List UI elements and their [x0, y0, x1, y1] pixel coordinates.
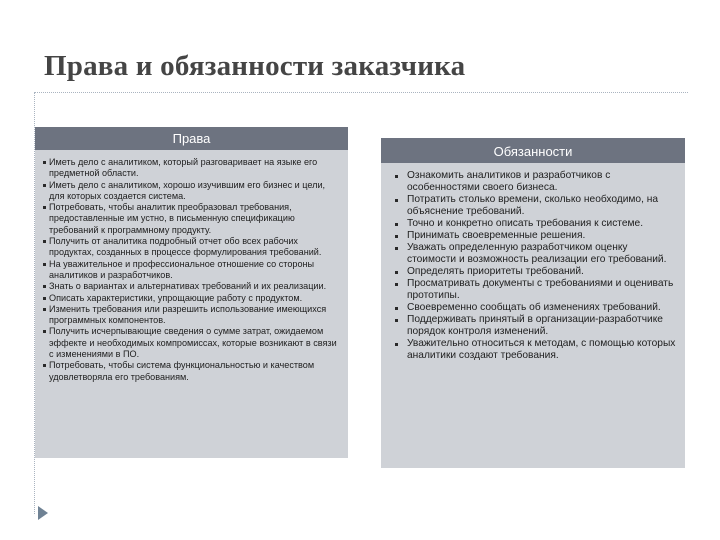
rights-item: На уважительное и профессиональное отношение со стороны аналитиков и разработчиков. — [43, 259, 342, 282]
duties-item: Уважительно относиться к методам, с помощью которых аналитики создают требования. — [393, 338, 679, 361]
slide-title: Права и обязанности заказчика — [44, 50, 466, 82]
duties-item: Определять приоритеты требований. — [393, 266, 679, 278]
duties-item: Потратить столько времени, сколько необходимо, на объяснение требований. — [393, 194, 679, 217]
duties-item: Своевременно сообщать об изменениях требований. — [393, 302, 679, 314]
duties-item: Уважать определенную разработчиком оценку стоимости и возможность реализации его требований. — [393, 242, 679, 265]
rights-item: Потребовать, чтобы аналитик преобразовал требования, предоставленные им устно, в письменную спецификацию требований к программному продукту. — [43, 202, 342, 236]
rights-item: Изменить требования или разрешить использование имеющихся программных компонентов. — [43, 304, 342, 327]
rights-item: Потребовать, чтобы система функциональностью и качеством удовлетворяла его требованиям. — [43, 360, 342, 383]
rights-item: Описать характеристики, упрощающие работу с продуктом. — [43, 293, 342, 304]
rights-item: Иметь дело с аналитиком, который разговаривает на языке его предметной области. — [43, 157, 342, 180]
rights-item: Знать о вариантах и альтернативах требований и их реализации. — [43, 281, 342, 292]
rights-header: Права — [35, 127, 348, 150]
rights-item: Получить исчерпывающие сведения о сумме затрат, ожидаемом эффекте и необходимых компромиссах, которые возникают в связи с изменениями в ПО. — [43, 326, 342, 360]
rights-item: Получить от аналитика подробный отчет обо всех рабочих продуктах, созданных в процессе формулирования требований. — [43, 236, 342, 259]
triangle-right-icon — [38, 506, 48, 520]
duties-list — [381, 163, 685, 468]
duties-item: Точно и конкретно описать требования к системе. — [393, 218, 679, 230]
rights-list — [35, 150, 348, 458]
title-divider — [34, 92, 688, 93]
duties-item: Просматривать документы с требованиями и оценивать прототипы. — [393, 278, 679, 301]
duties-header: Обязанности — [381, 138, 685, 163]
duties-item: Поддерживать принятый в организации-разработчике порядок контроля изменений. — [393, 314, 679, 337]
rights-item: Иметь дело с аналитиком, хорошо изучившим его бизнес и цели, для которых создается система. — [43, 180, 342, 203]
duties-item: Принимать своевременные решения. — [393, 230, 679, 242]
duties-item: Ознакомить аналитиков и разработчиков с особенностями своего бизнеса. — [393, 170, 679, 193]
